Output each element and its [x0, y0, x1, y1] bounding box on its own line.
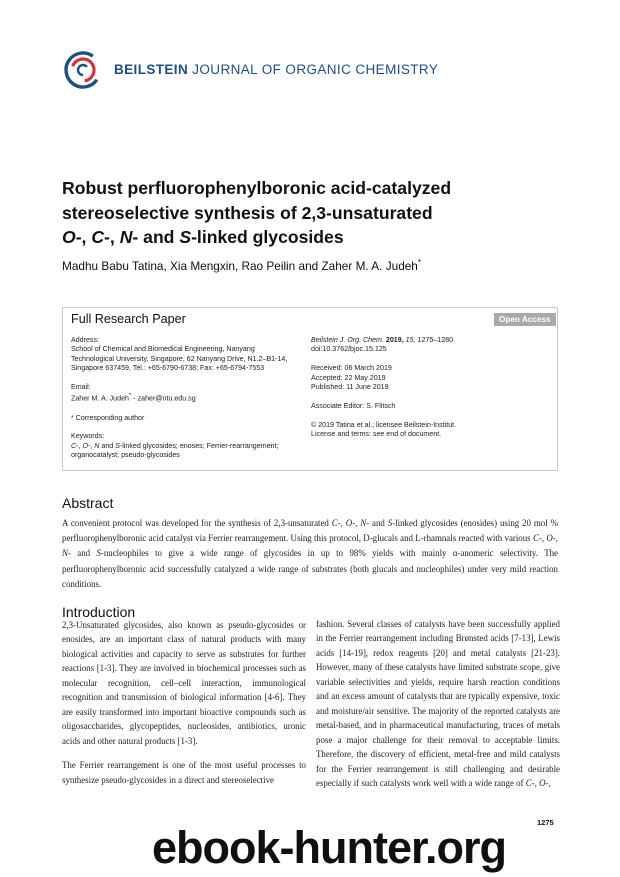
watermark-text: ebook-hunter.org: [152, 822, 506, 873]
citation-line: Beilstein J. Org. Chem. 2019, 15, 1275–1280.: [311, 336, 455, 344]
article-title: [62, 176, 532, 250]
introduction-heading: Introduction: [62, 604, 136, 620]
info-left-column: [71, 336, 303, 461]
address-line: School of Chemical and Biomedical Engineering, Nanyang: [71, 345, 255, 354]
copyright-line: © 2019 Tatina et al.; licensee Beilstein-Institut.: [311, 420, 457, 429]
article-type-label: Full Research Paper: [71, 312, 186, 326]
abstract-text: A convenient protocol was developed for the synthesis of 2,3-unsaturated C-, O-, N- and S-linked glycosides (enosides) using 20 mol % perfluorophenylboronic acid catalyst via Ferrier rearrangement. Using this protocol, D-glucals and L-rhamnals reacted with various C-, O-, N- and S-nucleophiles to give a wide range of glycosides in up to 98% yields with mainly α-anomeric selectivity. The perfluorophenylboronic acid successfully catalyzed a wide range of substrates (both glucals and nucleophiles) under very mild reaction conditions.: [62, 518, 558, 589]
published-date: Published: 11 June 2019: [311, 383, 389, 392]
doi-link[interactable]: doi:10.3762/bjoc.15.125: [311, 345, 387, 354]
intro-paragraph-2: The Ferrier rearrangement is one of the most useful processes to synthesize pseudo-glycosides in a direct and stereoselective: [62, 760, 306, 785]
corresponding-author-note: * Corresponding author: [71, 413, 145, 422]
page-number: 1275: [537, 818, 554, 827]
address-line: Singapore 637459, Tel.: +65-6790-6738; Fax: +65-6794-7553: [71, 364, 265, 373]
keywords-line-2: organocatalyst; pseudo-glycosides: [71, 451, 180, 460]
intro-paragraph-3: fashion. Several classes of catalysts have been successfully applied in the Ferrier rearrangement including Brønsted acids [7-13], Lewis acids [14-19], redox reagents [20] and metal catalysts [21-23]. However, many of these catalysts have limited substrate scope, give variable selectivities and yields, require harsh reaction conditions and an excess amount of catalysts that are typically expensive, toxic and moisture/air sensitive. The majority of the reported catalysts are metal-based, and in pharmaceutical manufacturing, traces of metals pose a major challenge for their removal to acceptable limits. Therefore, the discovery of efficient, metal-free and mild catalysts for the Ferrier rearrangement is still challenging and desirable especially if such catalysts work well with a wide range of C-, O-,: [316, 619, 560, 788]
keywords-line-1: C-, O-, N and S-linked glycosides; enoses; Ferrier-rearrangement;: [71, 441, 279, 450]
keywords-label: Keywords:: [71, 432, 105, 441]
email-label: Email:: [71, 383, 91, 392]
received-date: Received: 06 March 2019: [311, 364, 392, 373]
address-label: Address:: [71, 336, 99, 344]
abstract-heading: Abstract: [62, 495, 114, 511]
author-list: Madhu Babu Tatina, Xia Mengxin, Rao Peilin and Zaher M. A. Judeh*: [62, 258, 421, 273]
open-access-badge[interactable]: Open Access: [494, 313, 556, 326]
article-info-box: [62, 307, 558, 471]
license-link[interactable]: License and terms: see end of document.: [311, 430, 442, 439]
title-line-3: O-, C-, N- and S-linked glycosides: [62, 227, 344, 247]
corresponding-mark: *: [417, 258, 421, 267]
intro-paragraph-1: 2,3-Unsaturated glycosides, also known as pseudo-glycosides or enosides, are an important class of natural products with many biological activities and capacity to serve as substrates for further reactions [1-3]. They are involved in biochemical processes such as molecular recognition, cell–cell interaction, immunological recognition and transmission of biological information [4-6]. They are easily transformed into important bioactive compounds such as oligosaccharides, glycopeptides, nucleosides, antibiotics, uronic acids and other natural products [1-3].: [62, 620, 306, 746]
journal-name[interactable]: BEILSTEIN JOURNAL OF ORGANIC CHEMISTRY: [114, 62, 439, 77]
intro-right-column: [316, 617, 560, 790]
intro-left-column: [62, 618, 306, 787]
address-line: Technological University, Singapore, 62 Nanyang Drive, N1.2–B1-14,: [71, 354, 288, 363]
email-line[interactable]: Zaher M. A. Judeh* - zaher@ntu.edu.sg: [71, 393, 196, 403]
title-line-2: stereoselective synthesis of 2,3-unsaturated: [62, 202, 433, 223]
info-right-column: [311, 336, 551, 439]
accepted-date: Accepted: 22 May 2019: [311, 373, 386, 382]
beilstein-logo-icon: [62, 49, 104, 91]
associate-editor: Associate Editor: S. Flitsch: [311, 401, 396, 410]
title-line-1: Robust perfluorophenylboronic acid-catalyzed: [62, 178, 452, 198]
